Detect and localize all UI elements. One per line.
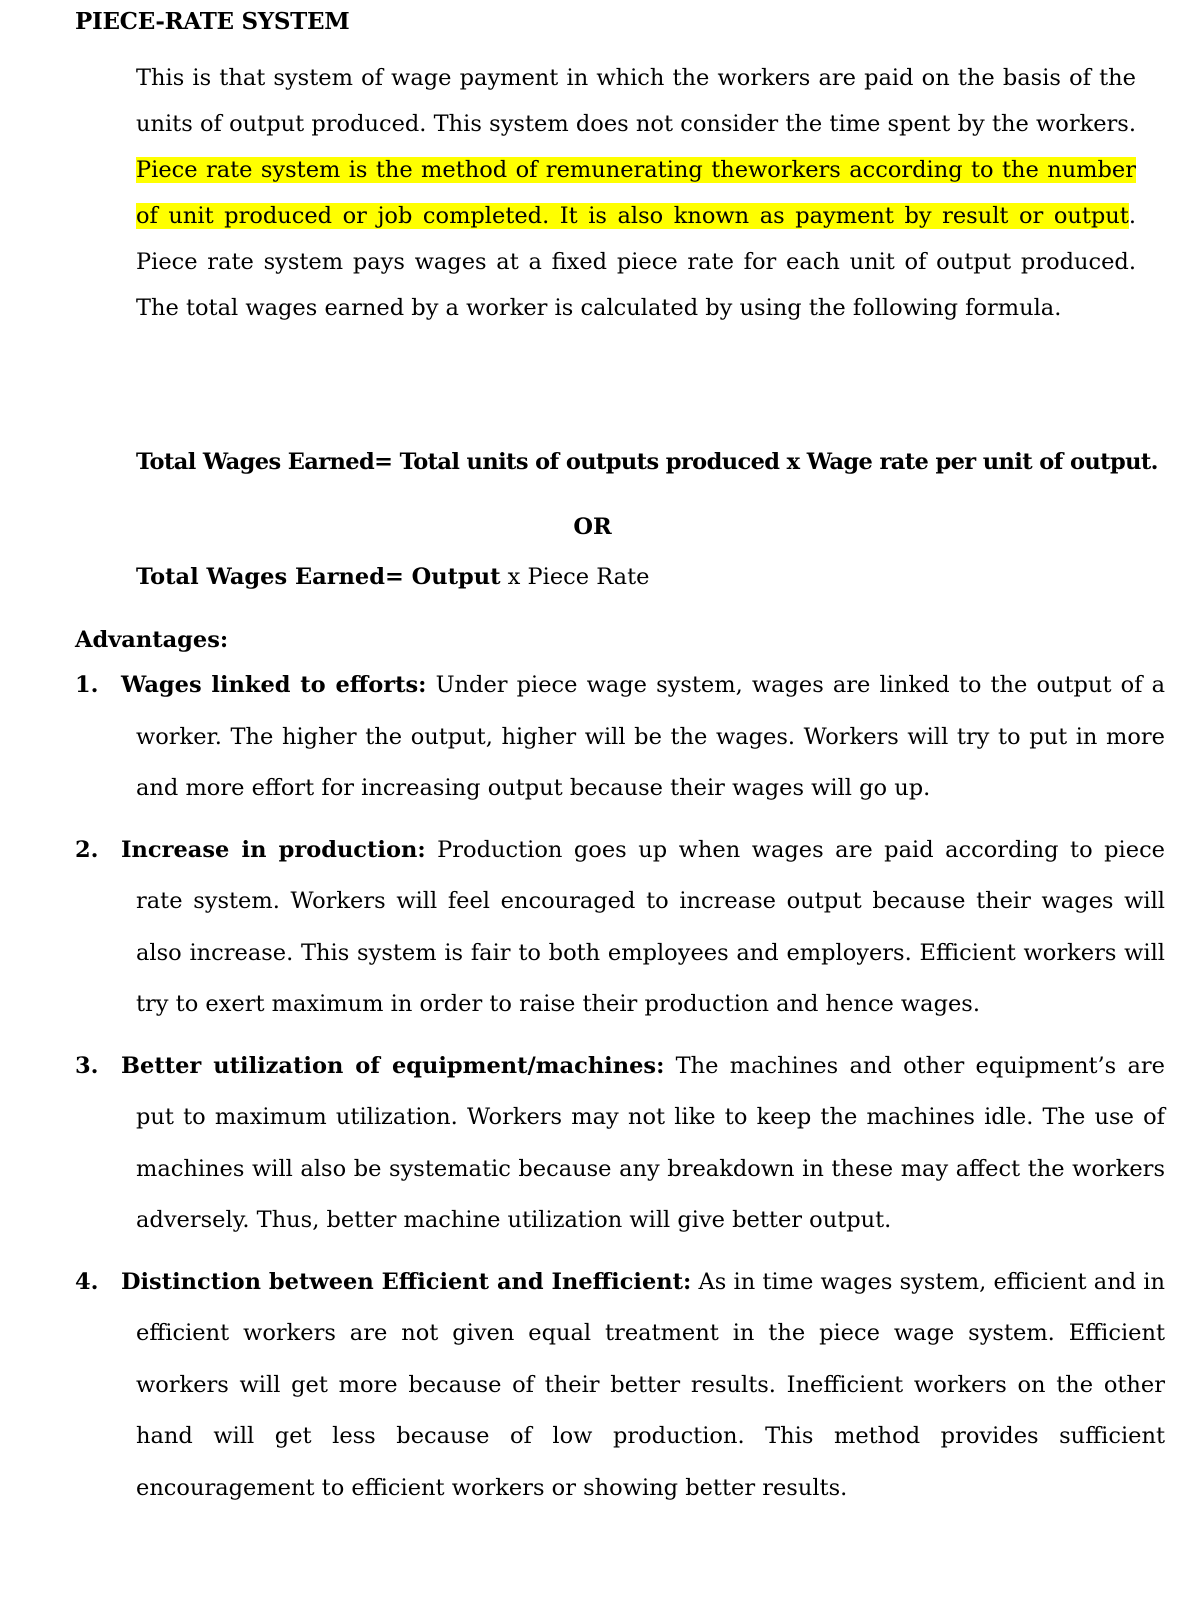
advantage-number: 1.: [75, 672, 99, 698]
intro-paragraph: [136, 55, 1136, 331]
advantage-text: Production goes up when wages are paid according to piece rate system. Workers will feel encouraged to increase output because their wages will also increase. This system is fair to both employees and employers. Efficient workers will try to exert maximum in order to raise their production and hence wages.: [136, 836, 1165, 1017]
advantages-list: [75, 660, 1165, 1524]
formula-lhs: Total Wages Earned=: [136, 564, 412, 590]
advantage-item: [75, 660, 1165, 815]
intro-text-end: . Piece rate system pays wages at a fixed piece rate for each unit of output produced. The total wages earned by a worker is calculated by using the following formula.: [136, 203, 1136, 321]
advantage-item: [75, 825, 1165, 1031]
advantages-heading: Advantages:: [75, 627, 229, 653]
highlighted-definition: Piece rate system is the method of remunerating theworkers according to the number of unit produced or job completed. It is also known as payment by result or output: [136, 157, 1136, 229]
formula-output: Output: [411, 564, 501, 590]
advantage-text: As in time wages system, efficient and in efficient workers are not given equal treatment in the piece wage system. Efficient workers will get more because of their better results. Inefficient workers on the other hand will get less because of low production. This method provides sufficient encouragement to efficient workers or showing better results.: [136, 1268, 1165, 1501]
intro-text-start: This is that system of wage payment in which the workers are paid on the basis of the units of output produced. This system does not consider the time spent by the workers.: [136, 65, 1136, 137]
formula-rest: x Piece Rate: [500, 564, 650, 590]
formula-output-piece-rate: [136, 562, 649, 592]
section-heading: PIECE-RATE SYSTEM: [75, 8, 350, 35]
advantage-term: Distinction between Efficient and Inefficient:: [121, 1268, 692, 1295]
formula-total-wages: Total Wages Earned= Total units of outputs produced x Wage rate per unit of output.: [136, 449, 1158, 475]
advantage-term: Better utilization of equipment/machines:: [121, 1052, 665, 1079]
or-separator: OR: [573, 514, 612, 540]
advantage-item: [75, 1041, 1165, 1247]
advantage-item: [75, 1257, 1165, 1515]
advantage-term: Increase in production:: [121, 836, 426, 863]
advantage-number: 4.: [75, 1268, 99, 1295]
advantage-term: Wages linked to efforts:: [121, 672, 427, 698]
advantage-text: Under piece wage system, wages are linked to the output of a worker. The higher the output, higher will be the wages. Workers will try to put in more and more effort for increasing output because their wages will go up.: [136, 672, 1165, 801]
advantage-number: 3.: [75, 1052, 99, 1079]
advantage-number: 2.: [75, 836, 99, 863]
advantage-text: The machines and other equipment’s are put to maximum utilization. Workers may not like to keep the machines idle. The use of machines will also be systematic because any breakdown in these may affect the workers adversely. Thus, better machine utilization will give better output.: [136, 1052, 1165, 1233]
